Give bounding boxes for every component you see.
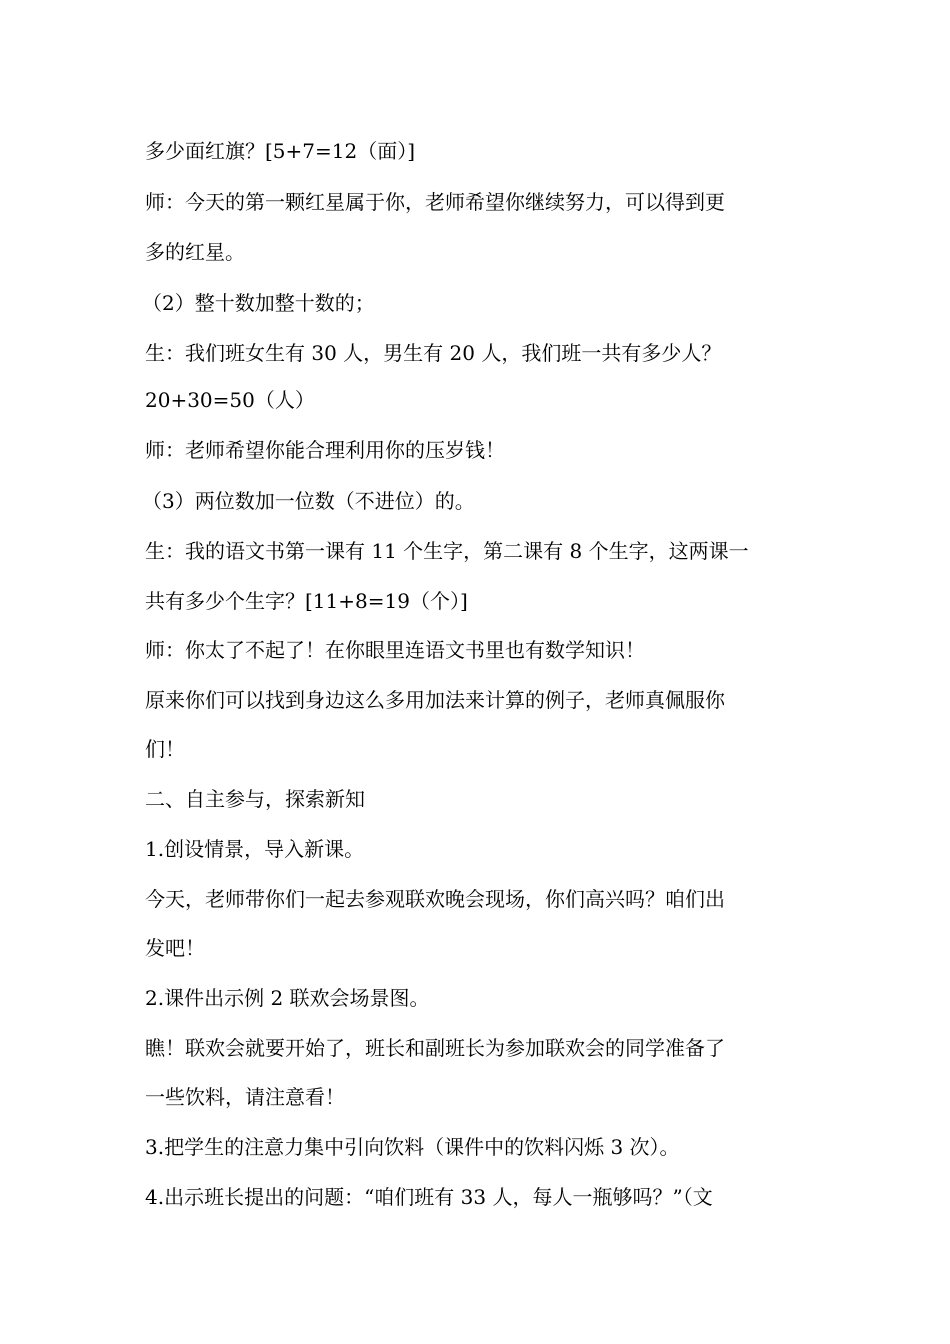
text-line: 共有多少个生字？[11+8=19（个）] [145,589,468,613]
text-line: 多的红星。 [145,240,245,264]
text-line: （2）整十数加整十数的； [142,291,375,315]
text-line: 4.出示班长提出的问题：“咱们班有 33 人，每人一瓶够吗？”（文 [145,1185,713,1209]
text-line: 多少面红旗？[5+7=12（面）] [145,139,416,163]
text-line: 师：老师希望你能合理利用你的压岁钱！ [145,438,505,462]
text-line: 瞧！联欢会就要开始了，班长和副班长为参加联欢会的同学准备了 [145,1036,725,1060]
text-line: 今天，老师带你们一起去参观联欢晚会现场，你们高兴吗？咱们出 [145,887,725,911]
text-line: 3.把学生的注意力集中引向饮料（课件中的饮料闪烁 3 次）。 [145,1135,680,1159]
text-line: 一些饮料，请注意看！ [145,1085,345,1109]
section-heading: 二、自主参与，探索新知 [145,787,365,811]
text-line: 20+30=50（人） [145,388,315,412]
text-line: 们！ [145,737,185,761]
text-line: 发吧！ [145,936,205,960]
text-line: 师：你太了不起了！在你眼里连语文书里也有数学知识！ [145,638,645,662]
text-line: 生：我的语文书第一课有 11 个生字，第二课有 8 个生字，这两课一 [145,539,749,563]
text-line: 2.课件出示例 2 联欢会场景图。 [145,986,430,1010]
text-line: 生：我们班女生有 30 人，男生有 20 人，我们班一共有多少人？ [145,341,722,365]
text-line: 师：今天的第一颗红星属于你，老师希望你继续努力，可以得到更 [145,190,725,214]
text-line: （3）两位数加一位数（不进位）的。 [142,489,475,513]
text-line: 原来你们可以找到身边这么多用加法来计算的例子，老师真佩服你 [145,688,725,712]
text-line: 1.创设情景，导入新课。 [145,837,365,861]
